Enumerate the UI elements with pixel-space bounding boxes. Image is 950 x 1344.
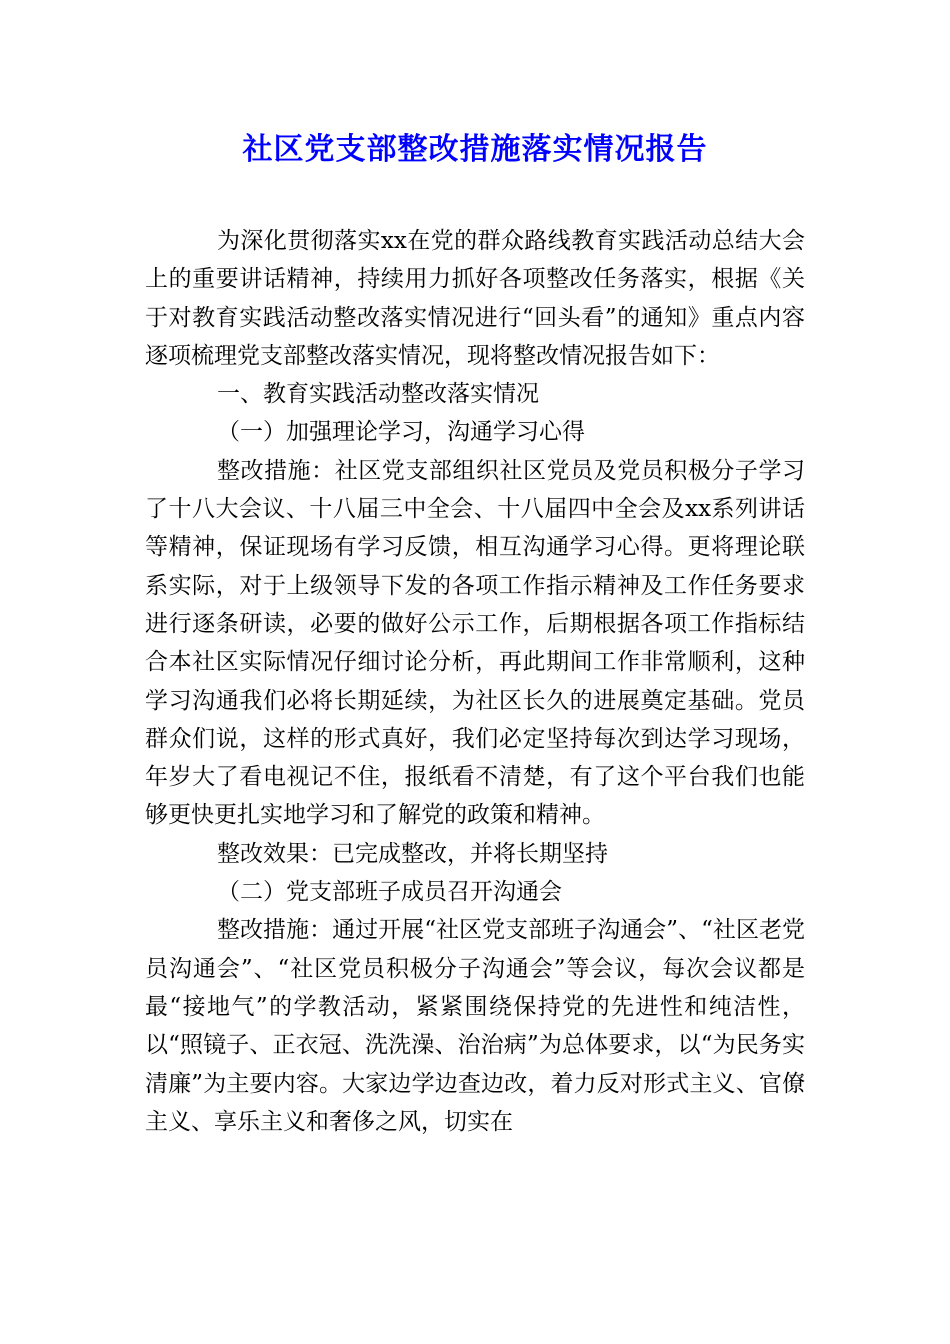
section-heading-1: 一、教育实践活动整改落实情况 (217, 381, 539, 408)
subsection-heading-2: （二）党支部班子成员召开沟通会 (217, 879, 562, 906)
measures-paragraph-2: 整改措施：通过开展“社区党支部班子沟通会”、“社区老党员沟通会”、“社区党员积极分子沟通会”等会议，每次会议都是最“接地气”的学教活动，紧紧围绕保持党的先进性和纯洁性，以“照镜子、正衣冠、洗洗澡、治治病”为总体要求，以“为民务实清廉”为主要内容。大家边学边查边改，着力反对形式主义、官僚主义、享乐主义和奢侈之风，切实在 (145, 917, 805, 1135)
measures-paragraph-1: 整改措施：社区党支部组织社区党员及党员积极分子学习了十八大会议、十八届三中全会、十八届四中全会及xx系列讲话等精神，保证现场有学习反馈，相互沟通学习心得。更将理论联系实际，对于上级领导下发的各项工作指示精神及工作任务要求进行逐条研读，必要的做好公示工作，后期根据各项工作指标结合本社区实际情况仔细讨论分析，再此期间工作非常顺利，这种学习沟通我们必将长期延续，为社区长久的进展奠定基础。党员群众们说，这样的形式真好，我们必定坚持每次到达学习现场，年岁大了看电视记不住，报纸看不清楚，有了这个平台我们也能够更快更扎实地学习和了解党的政策和精神。 (145, 457, 805, 829)
subsection-heading-1: （一）加强理论学习，沟通学习心得 (217, 419, 585, 446)
intro-paragraph: 为深化贯彻落实xx在党的群众路线教育实践活动总结大会上的重要讲话精神，持续用力抓好各项整改任务落实，根据《关于对教育实践活动整改落实情况进行“回头看”的通知》重点内容逐项梳理党支部整改落实情况，现将整改情况报告如下： (145, 228, 805, 369)
document-body (145, 222, 805, 1141)
effect-paragraph-1: 整改效果：已完成整改，并将长期坚持 (217, 840, 608, 867)
document-title: 社区党支部整改措施落实情况报告 (242, 132, 708, 167)
